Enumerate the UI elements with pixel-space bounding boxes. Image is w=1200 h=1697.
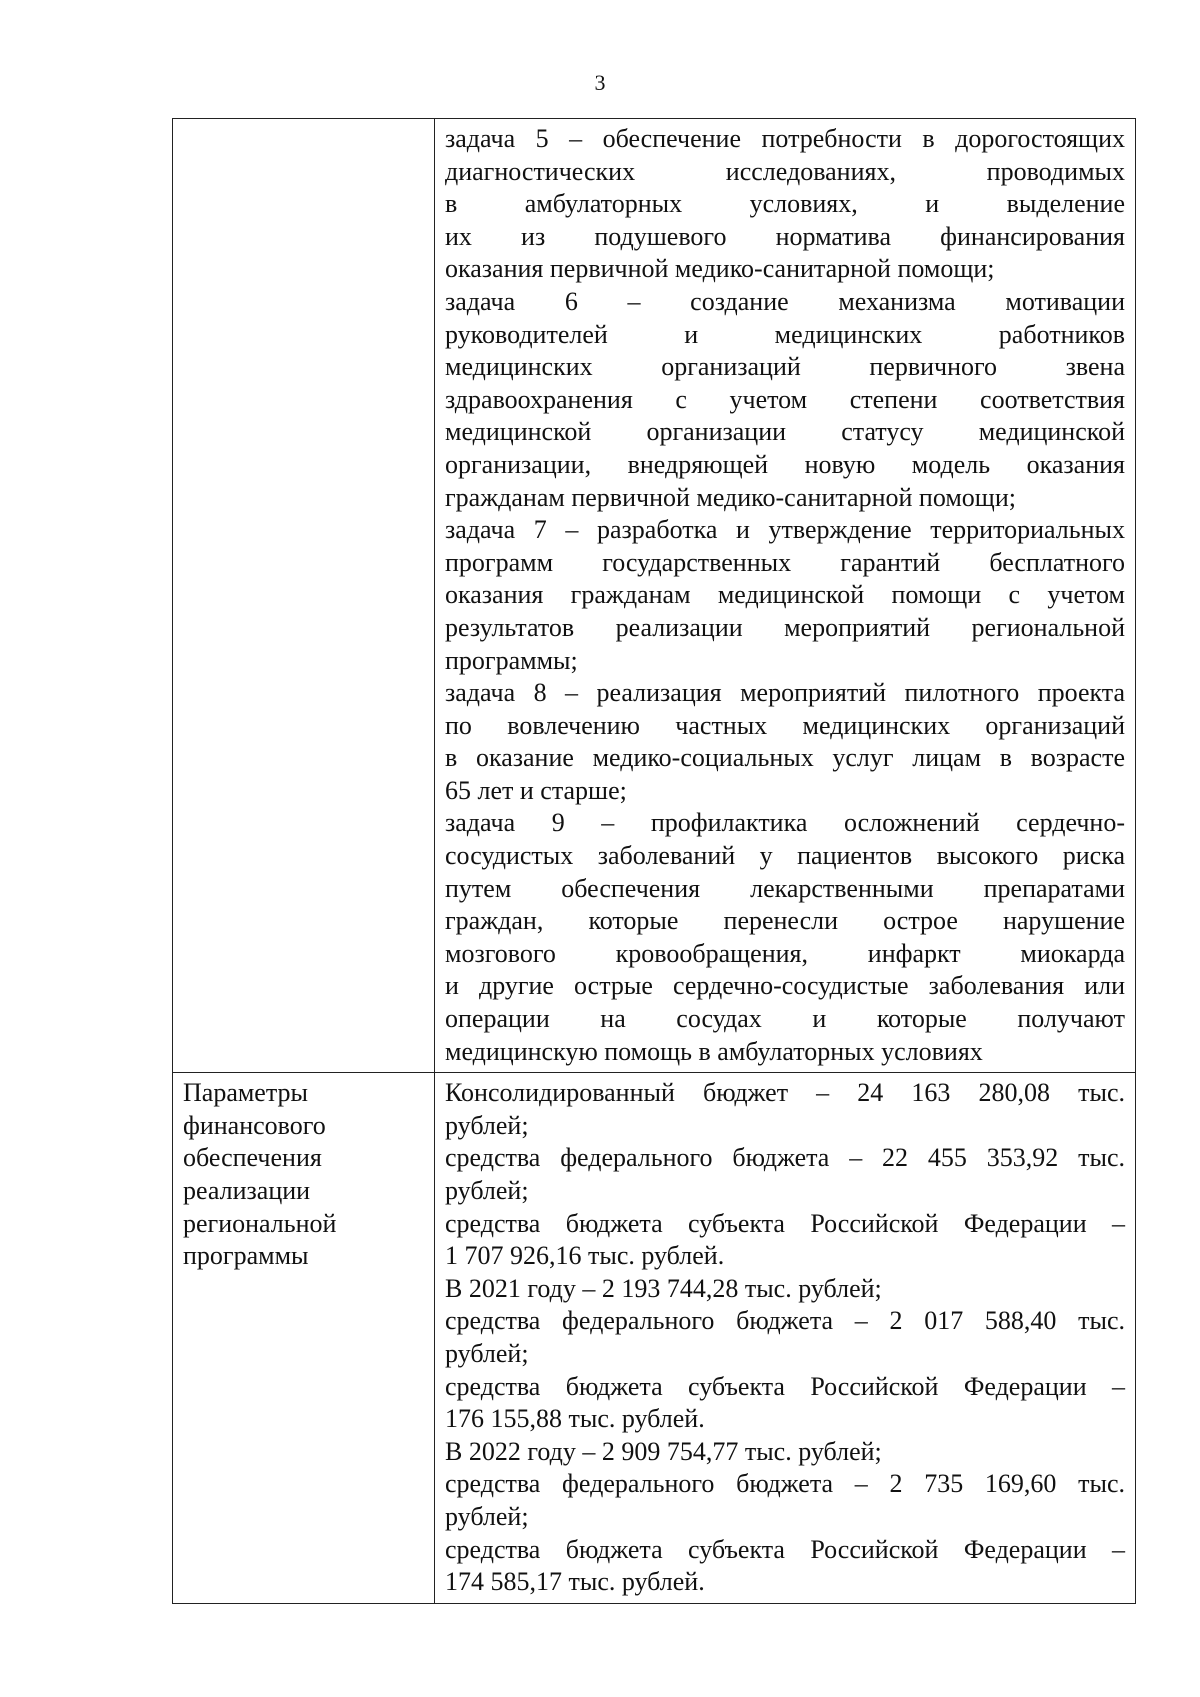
finance-item: [445, 1142, 1125, 1207]
text-line: сосудистых заболеваний у пациентов высокого риска: [445, 841, 1125, 871]
text-line: задача 5 – обеспечение потребности в дорогостоящих: [445, 124, 1125, 153]
finance-item: [445, 1273, 1125, 1306]
text-line: рублей;: [445, 1338, 529, 1368]
text-line: операции на сосудах и которые получают: [445, 1004, 1125, 1034]
text-line: программ государственных гарантий бесплатного: [445, 547, 1125, 577]
tasks-label-cell: [173, 119, 435, 1073]
text-line: средства бюджета субъекта Российской Федерации –: [445, 1208, 1125, 1238]
finance-item: [445, 1436, 1125, 1469]
text-line: программы;: [445, 645, 578, 675]
text-line: медицинской организации статусу медицинской: [445, 417, 1125, 447]
text-line: руководителей и медицинских работников: [445, 319, 1125, 349]
finance-label-line: региональной: [183, 1208, 337, 1238]
text-line: средства бюджета субъекта Российской Федерации –: [445, 1371, 1125, 1401]
text-line: граждан, которые перенесли острое нарушение: [445, 906, 1125, 936]
task-item: [445, 123, 1125, 286]
finance-label-line: финансового: [183, 1110, 326, 1140]
finance-item: [445, 1534, 1125, 1599]
text-line: Консолидированный бюджет – 24 163 280,08 тыс.: [445, 1078, 1125, 1108]
page-number: 3: [594, 70, 606, 95]
text-line: оказания первичной медико-санитарной помощи;: [445, 254, 995, 284]
text-line: 65 лет и старше;: [445, 775, 627, 805]
text-line: задача 9 – профилактика осложнений сердечно-: [445, 808, 1125, 838]
text-line: диагностических исследованиях, проводимых: [445, 156, 1125, 186]
text-line: оказания гражданам медицинской помощи с учетом: [445, 580, 1125, 610]
text-line: в оказание медико-социальных услуг лицам в возрасте: [445, 743, 1125, 773]
text-line: средства федерального бюджета – 2 735 169,60 тыс.: [445, 1469, 1125, 1499]
tasks-row: [173, 119, 1136, 1073]
text-line: мозгового кровообращения, инфаркт миокарда: [445, 938, 1125, 968]
text-line: путем обеспечения лекарственными препаратами: [445, 873, 1125, 903]
text-line: медицинских организаций первичного звена: [445, 352, 1125, 382]
finance-label-cell: [173, 1073, 435, 1604]
text-line: в амбулаторных условиях, и выделение: [445, 189, 1125, 219]
text-line: рублей;: [445, 1501, 529, 1531]
text-line: задача 7 – разработка и утверждение территориальных: [445, 515, 1125, 545]
text-line: 176 155,88 тыс. рублей.: [445, 1404, 705, 1434]
finance-item: [445, 1305, 1125, 1370]
text-line: 174 585,17 тыс. рублей.: [445, 1567, 705, 1597]
tasks-content-cell: [435, 119, 1136, 1073]
finance-item: [445, 1077, 1125, 1142]
finance-item: [445, 1208, 1125, 1273]
text-line: результатов реализации мероприятий региональной: [445, 612, 1125, 642]
task-item: [445, 514, 1125, 677]
text-line: задача 6 – создание механизма мотивации: [445, 286, 1125, 316]
task-item: [445, 807, 1125, 1068]
text-line: задача 8 – реализация мероприятий пилотного проекта: [445, 678, 1125, 708]
text-line: гражданам первичной медико-санитарной помощи;: [445, 482, 1016, 512]
finance-item: [445, 1468, 1125, 1533]
finance-content-cell: [435, 1073, 1136, 1604]
text-line: организации, внедряющей новую модель оказания: [445, 449, 1125, 479]
text-line: В 2022 году – 2 909 754,77 тыс. рублей;: [445, 1436, 882, 1466]
text-line: В 2021 году – 2 193 744,28 тыс. рублей;: [445, 1273, 882, 1303]
text-line: и другие острые сердечно-сосудистые заболевания или: [445, 971, 1125, 1001]
text-line: средства федерального бюджета – 22 455 353,92 тыс.: [445, 1143, 1125, 1173]
finance-label-line: программы: [183, 1241, 309, 1271]
finance-label-line: реализации: [183, 1176, 311, 1205]
text-line: их из подушевого норматива финансирования: [445, 221, 1125, 251]
text-line: средства федерального бюджета – 2 017 588,40 тыс.: [445, 1306, 1125, 1336]
program-passport-table: [172, 118, 1136, 1604]
text-line: средства бюджета субъекта Российской Федерации –: [445, 1534, 1125, 1564]
text-line: здравоохранения с учетом степени соответствия: [445, 384, 1125, 414]
text-line: 1 707 926,16 тыс. рублей.: [445, 1241, 725, 1271]
finance-item: [445, 1371, 1125, 1436]
text-line: рублей;: [445, 1176, 529, 1205]
text-line: рублей;: [445, 1110, 529, 1140]
task-item: [445, 677, 1125, 807]
task-item: [445, 286, 1125, 514]
finance-label-line: Параметры: [183, 1078, 308, 1108]
finance-row: [173, 1073, 1136, 1604]
finance-label-line: обеспечения: [183, 1143, 322, 1173]
text-line: по вовлечению частных медицинских организаций: [445, 710, 1125, 740]
text-line: медицинскую помощь в амбулаторных условиях: [445, 1036, 983, 1066]
